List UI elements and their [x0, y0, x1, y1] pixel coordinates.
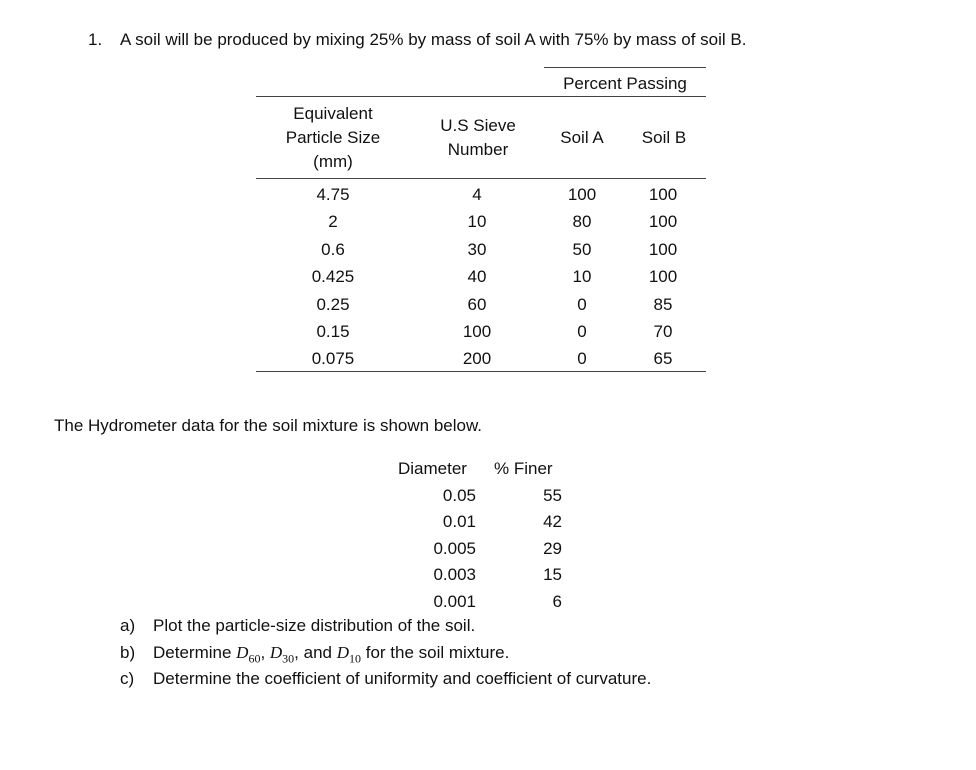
diameter-value: 0.05 — [442, 486, 476, 505]
problem-number: 1. — [88, 30, 103, 49]
table-cell-size: 0.425 — [311, 267, 355, 286]
sieve-number-header — [420, 114, 536, 162]
table-cell-size: 0.15 — [316, 322, 350, 341]
group-header-rule-top — [544, 67, 706, 68]
table-cell-soil-a: 0 — [577, 295, 587, 314]
finer-header: % Finer — [494, 459, 553, 478]
soil-b-header: Soil B — [641, 128, 687, 147]
d60-symbol: $D_{60}$ — [236, 643, 261, 666]
table-cell-soil-a: 0 — [577, 322, 587, 341]
table-cell-size: 0.25 — [316, 295, 350, 314]
question-b-text: Determine $D_{60}$, $D_{30}$, and $D_{10}$ for the soil mixture. — [153, 643, 510, 666]
table-cell-soil-a: 50 — [572, 240, 592, 259]
diameter-value: 0.001 — [433, 592, 476, 611]
particle-size-header-line-1: Equivalent — [293, 104, 373, 123]
table-cell-size: 4.75 — [316, 185, 350, 204]
particle-size-header-line-2: Particle Size — [285, 128, 381, 147]
percent-passing-header: Percent Passing — [563, 74, 687, 93]
table-cell-soil-b: 100 — [648, 185, 678, 204]
sieve-number-header-line-2: Number — [447, 140, 509, 159]
table-cell-soil-b: 100 — [648, 267, 678, 286]
header-rule-top — [256, 96, 706, 97]
table-rule-bottom — [256, 371, 706, 372]
finer-value: 6 — [552, 592, 562, 611]
finer-value: 55 — [543, 486, 562, 505]
question-letter-a: a) — [120, 616, 136, 635]
diameter-value: 0.005 — [433, 539, 476, 558]
diameter-value: 0.003 — [433, 565, 476, 584]
question-a-text: Plot the particle-size distribution of the soil. — [153, 616, 476, 635]
question-letter-b: b) — [120, 643, 136, 662]
question-c-text: Determine the coefficient of uniformity and coefficient of curvature. — [153, 669, 652, 688]
question-letter-c: c) — [120, 669, 135, 688]
finer-value: 42 — [543, 512, 562, 531]
problem-statement: A soil will be produced by mixing 25% by mass of soil A with 75% by mass of soil B. — [120, 30, 747, 49]
soil-a-header: Soil A — [560, 128, 604, 147]
table-cell-soil-b: 85 — [653, 295, 673, 314]
sieve-number-header-line-1: U.S Sieve — [440, 116, 516, 135]
table-cell-sieve: 30 — [467, 240, 487, 259]
question-b-suffix: for the soil mixture. — [365, 643, 510, 662]
d30-symbol: $D_{30}$ — [269, 643, 295, 666]
table-cell-sieve: 40 — [467, 267, 487, 286]
table-cell-sieve: 200 — [462, 349, 492, 368]
table-cell-soil-a: 10 — [572, 267, 592, 286]
table-cell-soil-a: 0 — [577, 349, 587, 368]
table-cell-sieve: 10 — [467, 212, 487, 231]
table-cell-sieve: 100 — [462, 322, 492, 341]
finer-value: 29 — [543, 539, 562, 558]
diameter-header: Diameter — [398, 459, 467, 478]
table-cell-sieve: 4 — [472, 185, 482, 204]
table-cell-soil-b: 100 — [648, 212, 678, 231]
table-cell-soil-a: 100 — [567, 185, 597, 204]
table-cell-soil-b: 100 — [648, 240, 678, 259]
particle-size-header — [256, 102, 410, 174]
table-cell-size: 0.075 — [311, 349, 355, 368]
d10-symbol: $D_{10}$ — [336, 643, 362, 666]
particle-size-header-line-3: (mm) — [313, 152, 353, 171]
finer-value: 15 — [543, 565, 562, 584]
table-cell-sieve: 60 — [467, 295, 487, 314]
table-cell-soil-a: 80 — [572, 212, 592, 231]
diameter-value: 0.01 — [442, 512, 476, 531]
table-cell-soil-b: 70 — [653, 322, 673, 341]
table-cell-size: 0.6 — [321, 240, 345, 259]
header-rule-bottom — [256, 178, 706, 179]
question-b-prefix: Determine — [153, 643, 232, 662]
table-cell-size: 2 — [328, 212, 338, 231]
question-b-and: and — [303, 643, 332, 662]
hydrometer-intro: The Hydrometer data for the soil mixture is shown below. — [54, 416, 483, 435]
table-cell-soil-b: 65 — [653, 349, 673, 368]
